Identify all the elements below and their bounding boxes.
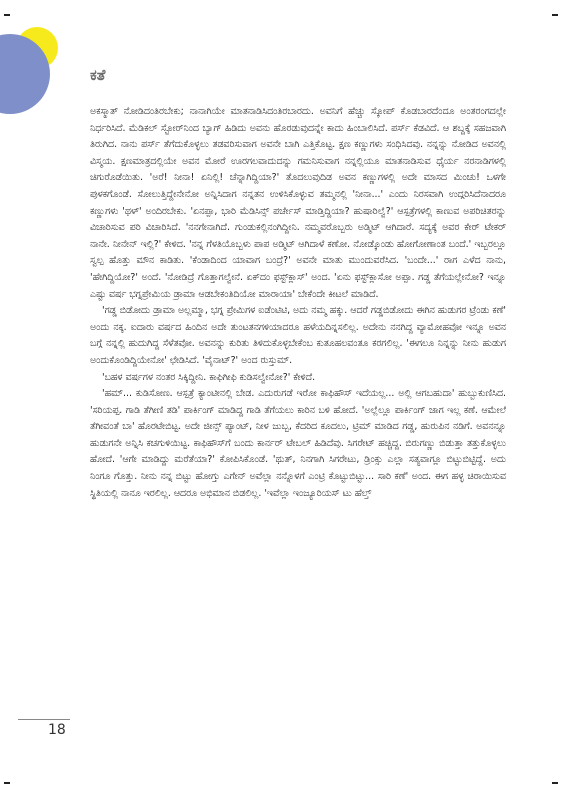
paragraph: 'ಹಮ್... ಕುಡಿಸೋಣ. ಆಸ್ಪತ್ರೆ ಕ್ಯಾಂಟೀನಲ್ಲಿ ಬೇಡ. ಎದುರುಗಡೆ ಇರೋ ಕಾಫಿಹೌಸ್ ಇದೆಯಲ್ಲ... ಅಲ್ಲಿ ಆಗಬಹುದಾ' ಹುಬ್ಬುಕುಣಿಸಿದ. 'ಸರಿಯಪ್ಪ. ಗಾಡಿ ತೆಗೀಣಿ ತಡಿ' ಪಾರ್ಕಿಂಗ್ ಮಾಡಿದ್ದ ಗಾಡಿ ತೆಗೆಯಲು ಕಾರಿನ ಬಳಿ ಹೋದೆ. 'ಅಲ್ಲೆಲ್ಲೂ ಪಾರ್ಕಿಂಗ್ ಜಾಗ ಇಲ್ಲ ಕಣೆ. ಆಮೇಲೆ ತೆಗೀವಂತೆ ಬಾ' ಹೊರಟೇಬಿಟ್ಟ. ಅದೇ ಜೀನ್ಸ್ ಪ್ಯಾಂಟ್, ನೀಳ ಜುಬ್ಬ, ಕೆದರಿದ ಕೂದಲು, ಟ್ರಿಮ್ ಮಾಡಿದ ಗಡ್ಡ, ಹುರುಪಿನ ನಡಿಗೆ. ಅವನನ್ನೂ ಹುಡುಗನೇ ಅನ್ನಿಸಿ ಕಚಗುಳಿಯಿಟ್ಟ. ಕಾಫಿಹೌಸ್‌ಗೆ ಬಂದು ಕಾರ್ನರ್ ಟೇಬಲ್ ಹಿಡಿದೆವು. ಸಿಗರೇಟ್ ಹಚ್ಚಿದ್ದ. ಬಿರುಗಣ್ಣು ಬಿಡುತ್ತಾ ತತ್ತುಕೊಳ್ಳಲು ಹೋದೆ. 'ಆಗೇ ಮಾಡಿದ್ದು ಮರೆತೆಯಾ?' ಕೋಪಿಸಿಕೊಂಡೆ. 'ಥುತ್, ನಿನಗಾಗಿ ಸಿಗರೇಟು, ಡ್ರಿಂಕ್ಸು ಎಲ್ಲಾ ಸತ್ಯವಾಗ್ಲೂ ಬಿಟ್ಟುಬಿಟ್ಟಿದ್ದೆ. ಅದು ನಿಂಗೂ ಗೊತ್ತು. ನೀನು ನನ್ನ ಬಿಟ್ಟು ಹೋಗ್ತು ಎಗೇನ್ ಅವೆಲ್ಲಾ ನನ್ನೊಳಗೆ ಎಂಟ್ರಿ ಕೊಟ್ಟುಬಿಟ್ಟು... ಸಾರಿ ಕಣೆ' ಅಂದ. ಈಗ ಹಳ್ಳ ಚಿರಾಯಿಸುವ ಸ್ಥಿತಿಯಲ್ಲಿ ನಾನೂ ಇರಲಿಲ್ಲ. ಆದರೂ ಅಭಿಮಾನ ಬಿಡಲಿಲ್ಲ. 'ಇವೆಲ್ಲಾ ಇಂಜ್ಯೂರಿಯಸ್ ಟು ಹೆಲ್ತ್ [90, 388, 506, 499]
paragraph: 'ಗಡ್ಡ ಬಿಡೋದು ಡ್ರಾಮಾ ಅಲ್ಲಮ್ಮಾ, ಭಗ್ನ ಪ್ರೇಮಿಗಳ ಐಡೆಂಟಿಟಿ, ಅದು ನಮ್ಮ ಹಕ್ಕು. ಆದರೆ ಗಡ್ಡಬಿಡೋದು ಈಗಿನ ಹುಡುಗರ ಟ್ರೆಂಡು ಕಣೆ' ಅಂದು ನಕ್ಕ. ಐದಾರು ವರ್ಷದ ಹಿಂದಿನ ಅದೇ ತುಂಟತನಗಳಿಯಾದರೂ ಹಳೆಯದಿನ್ನಸಲಿಲ್ಲ. ಅದೇನು ನನಗಿದ್ದ ವ್ಯಾಮೋಹವೋ ಇನ್ನೂ ಅವನ ಬಗ್ಗೆ ನನ್ನಲ್ಲಿ ಹುದುಗಿದ್ದ ಸೆಳೆತವೋ. ಅವನನ್ನು ಕುರಿತು ತಿಳಿದುಕೊಳ್ಳಬೇಕೆಂಬ ಕುತೂಹಲವಂತೂ ಕರಗಲಿಲ್ಲ. 'ಈಗಲೂ ನಿನ್ನನ್ನು ನೀನು ಹುಡುಗ ಅಂದುಕೊಂಡಿದ್ದಿಯೇನೋ' ಛೇಡಿಸಿದೆ. 'ವೈನಾಟ್?' ಅಂದ ರುಸ್ತುಮ್. [90, 305, 506, 366]
section-title: ಕತೆ [90, 66, 106, 84]
article-body [90, 104, 506, 502]
footer-rule [18, 719, 70, 720]
paragraph: ಅಕಸ್ಮಾತ್ ನೋಡಿದಂತಿರಬೇಕು; ನಾನಾಗಿಯೇ ಮಾತನಾಡಿಸಿದಂತಿರಬಾರದು. ಅವನಿಗೆ ಹೆಚ್ಚು ಸ್ಕೋಪ್ ಕೊಡಬಾರದೆಂದೂ ಅಂತರಂಗದಲ್ಲೇ ನಿರ್ಧರಿಸಿದೆ. ಮೆಡಿಕಲ್ ಸ್ಟೋರ್‌ನಿಂದ ಬ್ಯಾಗ್ ಹಿಡಿದು ಅವನು ಹೊರಡುವುದನ್ನೇ ಕಾದು ಹಿಂಬಾಲಿಸಿದೆ. ಪರ್ಸ್ ಕೆಡವಿದೆ. ಆ ಶಬ್ದಕ್ಕೆ ಸಹಜವಾಗಿ ತಿರುಗಿದ. ನಾನು ಪರ್ಸ್ ತೆಗೆದುಕೊಳ್ಳಲು ತಡವರಿಸುವಾಗ ಅವನೇ ಬಾಗಿ ಎತ್ತಿಕೊಟ್ಟ. ಕ್ಷಣ ಕಣ್ಣುಗಳು ಸಂಧಿಸಿದವು. ನನ್ನನ್ನು ನೋಡಿದ ಅವನಲ್ಲಿ ವಿಸ್ಮಯ. ಕ್ಷಣಮಾತ್ರದಲ್ಲಿಯೇ ಅವನ ಮೋರೆ ಊರಗಲವಾದುದನ್ನು ಗಮನಿಸುವಾಗ ನನ್ನಲ್ಲಿಯೂ ಮಾತನಾಡಿಸುವ ಧೈರ್ಯ ನರನಾಡಿಗಳಲ್ಲಿ ಚಿಗುರೊಡೆಯಿತು. 'ಅರೆ! ನೀನಾ! ಏನಿಲ್ಲಿ! ಚೆನ್ನಾಗಿದ್ದಿಯಾ?' ತೊದಲುವುದಿಡ ಅವನ ಕಣ್ಣುಗಳಲ್ಲಿ ಅದೇ ಮಾಸದ ಮಿಂಚು! ಒಳಗೇ ಪುಳಕಗೊಂಡೆ. ಸೋಲುತ್ತಿದ್ದೇನೇನೋ ಅನ್ನಿಸಿದಾಗ ನನ್ನತನ ಉಳಿಸಿಕೊಳ್ಳುವ ತಮ್ಮನಲ್ಲಿ 'ನೀನಾ...' ಎಂದು ನಿರಸವಾಗಿ ಉದ್ಗರಿಸಿದೆನಾದರೂ ಕಣ್ಣುಗಳು 'ಥಳ್' ಅಂದಿರಬೇಕು. 'ಏನಪ್ಪಾ, ಭಾರಿ ಮೆಡಿಸಿನ್ಸ್ ಪರ್ಚೇಸ್ ಮಾಡ್ತಿದ್ದಿಯಾ? ಹುಷಾರಿಲ್ವೆ?' ಆಸ್ಪತ್ರೆಗಳಲ್ಲಿ ಕಾಣುವ ಅಪರಿಚಿತರನ್ನು ವಿಚಾರಿಸುವ ಪರಿ ವಿಚಾರಿಸಿದೆ. 'ನನಗೇನಾಗಿದೆ. ಗುಂಡುಕಲ್ಲಿನಂಗಿದ್ದೀನಿ. ನಮ್ಮವರೊಬ್ಬರು ಅಡ್ಮಿಟ್ ಆಗಿದಾರೆ. ಸದ್ಯಕ್ಕೆ ಅವರ ಕೇರ್ ಟೇಕರ್ ನಾನೇ. ನೀನೇನ್ ಇಲ್ಲಿ?' ಕೇಳಿದ. 'ನನ್ನ ಗೆಳತಿಯೊಬ್ಬಳು ಪಾಪ ಅಡ್ಮಿಟ್ ಆಗಿದಾಳೆ ಕಣೋ. ನೋಡ್ಕೊಂಡು ಹೋಗೋಣಾಂತ ಬಂದೆ.' ಇಬ್ಬರಲ್ಲೂ ಸ್ವಲ್ಪ ಹೊತ್ತು ಮೌನ ಕಾಡಿತು. 'ಕೆಂಡಾದಿಂದ ಯಾವಾಗ ಬಂದ್ರೆ?' ಅವನೇ ಮಾತು ಮುಂದುವರೆಸಿದ. 'ಬಂದೇ...' ರಾಗ ಎಳೆದ ನಾನು, 'ಹೇಗಿದ್ದಿಯೋ?' ಅಂದೆ. 'ನೋಡಿದ್ರೆ ಗೊತ್ತಾಗಲ್ವೇನೆ. ಏಕ್‌ದಂ ಫಸ್ಟ್‌ಕ್ಲಾಸ್' ಅಂದ. 'ಏನು ಫಸ್ಟ್‌ಕ್ಲಾಸೋ ಅಪ್ಪಾ. ಗಡ್ಡ ತೆಗೆಯಲ್ಲೇನೋ? ಇನ್ನೂ ಎಷ್ಟು ವರ್ಷ ಭಗ್ನಪ್ರೇಮಿಯ ಡ್ರಾಮಾ ಆಡಬೇಕಂತಿದಿಯೋ ಮಾರಾಯಾ' ಬೇಕೆಂದೇ ಕೀಟಲೆ ಮಾಡಿದೆ. [90, 106, 506, 300]
crop-mark-bottom-left [4, 782, 10, 784]
paragraph: 'ಬಹಳ ವರ್ಷಗಳ ನಂತರ ಸಿಕ್ಕಿದ್ದೀನಿ. ಕಾಫಿಗೀಫಿ ಕುಡಿಸಲ್ವೇನೋ?' ಕೇಳಿದೆ. [102, 371, 316, 383]
crop-mark-top-left [4, 14, 10, 16]
crop-mark-bottom-right [552, 782, 558, 784]
page-number: 18 [48, 722, 66, 738]
crop-mark-top-right [552, 14, 558, 16]
